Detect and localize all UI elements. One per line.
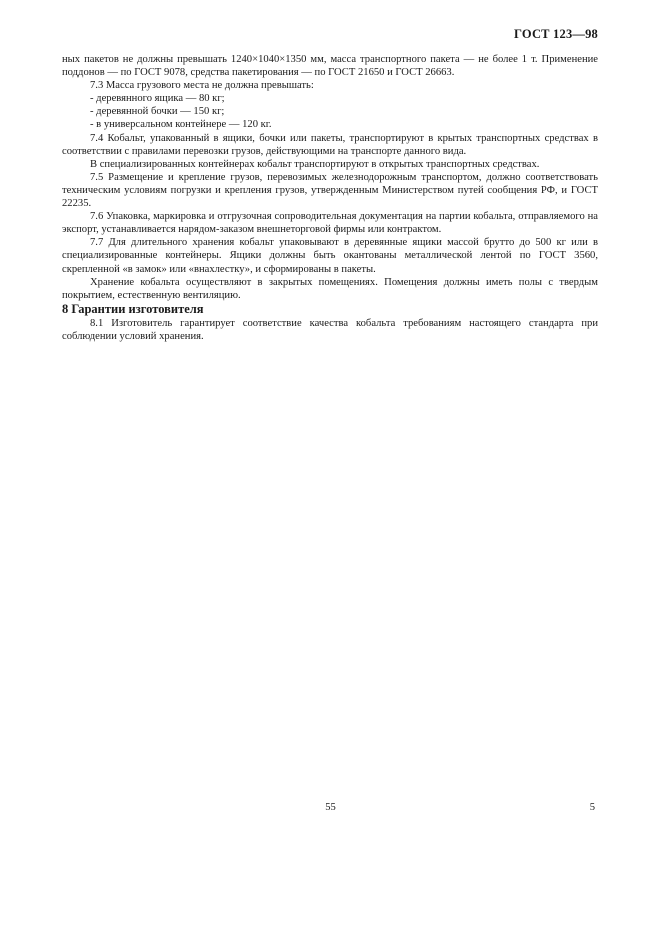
paragraph-7-5: 7.5 Размещение и крепление грузов, перевозимых железнодорожным транспортом, должно соответствовать техническим условиям погрузки и крепления грузов, утвержденным Министерством путей сообщения РФ, и ГОСТ 22235.: [62, 171, 598, 210]
paragraph-continuation: ных пакетов не должны превышать 1240×1040×1350 мм, масса транспортного пакета — не более 1 т. Применение поддонов — по ГОСТ 9078, средства пакетирования — по ГОСТ 21650 и ГОСТ 26663.: [62, 54, 598, 79]
page-number-right: 5: [589, 802, 595, 813]
list-item-wooden-barrel: - деревянной бочки — 150 кг;: [90, 106, 225, 118]
paragraph-7-4: 7.4 Кобальт, упакованный в ящики, бочки или пакеты, транспортируют в крытых транспортных средствах в соответствии с правилами перевозки грузов, действующими на транспорте данного вида.: [62, 132, 598, 157]
section-8-heading: 8 Гарантии изготовителя: [62, 301, 204, 316]
paragraph-storage: Хранение кобальта осуществляют в закрытых помещениях. Помещения должны иметь полы с твердым покрытием, естественную вентиляцию.: [62, 276, 598, 301]
list-item-universal-container: - в универсальном контейнере — 120 кг.: [90, 119, 272, 131]
paragraph-7-3: 7.3 Масса грузового места не должна превышать:: [90, 80, 314, 92]
paragraph-7-6: 7.6 Упаковка, маркировка и отгрузочная сопроводительная документация на партии кобальта, отправляемого на экспорт, устанавливается нарядом-заказом внешнеторговой фирмы или контрактом.: [62, 211, 598, 236]
paragraph-7-7: 7.7 Для длительного хранения кобальт упаковывают в деревянные ящики массой брутто до 500 кг или в специализированные контейнеры. Ящики должны быть окантованы металлической лентой по ГОСТ 3560, скрепленной «в замок» или «внахлестку», и сформированы в пакеты.: [62, 237, 598, 275]
list-item-wooden-box: - деревянного ящика — 80 кг;: [90, 93, 225, 105]
document-code-header: ГОСТ 123—98: [514, 27, 598, 41]
paragraph-8-1: 8.1 Изготовитель гарантирует соответствие качества кобальта требованиям настоящего стандарта при соблюдении условий хранения.: [62, 317, 598, 342]
paragraph-specialized-containers: В специализированных контейнерах кобальт транспортируют в открытых транспортных средствах.: [90, 158, 540, 170]
document-body: [62, 53, 598, 343]
page-number-center: 55: [325, 802, 336, 813]
